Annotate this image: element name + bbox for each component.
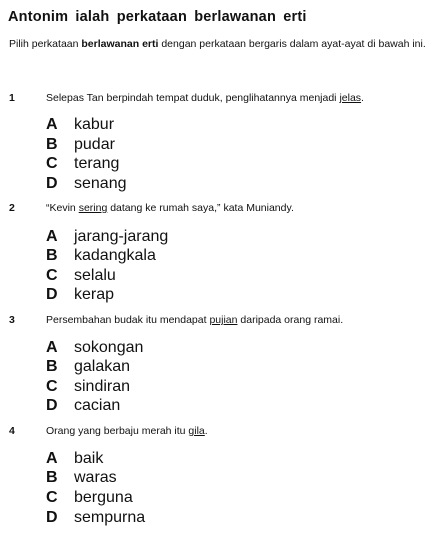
option-3c[interactable] xyxy=(0,378,437,395)
underlined-word: jelas xyxy=(339,92,362,104)
option-text: pudar xyxy=(74,136,115,153)
question-number: 2 xyxy=(9,202,15,214)
underlined-word: pujian xyxy=(209,314,238,326)
option-text: galakan xyxy=(74,358,131,375)
instruction-text: Pilih perkataan xyxy=(9,38,82,50)
option-letter: B xyxy=(46,247,58,264)
option-4d[interactable] xyxy=(0,509,437,526)
option-letter: C xyxy=(46,267,58,284)
option-3a[interactable] xyxy=(0,339,437,356)
underlined-word: gila xyxy=(188,425,205,437)
option-1d[interactable] xyxy=(0,175,437,192)
option-1b[interactable] xyxy=(0,136,437,153)
option-text: sokongan xyxy=(74,339,144,356)
option-letter: D xyxy=(46,286,58,303)
option-letter: C xyxy=(46,378,58,395)
option-1c[interactable] xyxy=(0,155,437,172)
instruction-text: dengan perkataan bergaris dalam ayat-ayat di bawah ini. xyxy=(158,38,426,50)
option-letter: C xyxy=(46,155,58,172)
option-letter: C xyxy=(46,489,58,506)
option-text: cacian xyxy=(74,397,121,414)
option-2a[interactable] xyxy=(0,228,437,245)
instructions xyxy=(9,39,429,51)
option-3d[interactable] xyxy=(0,397,437,414)
option-3b[interactable] xyxy=(0,358,437,375)
option-text: sindiran xyxy=(74,378,131,395)
question-stem: Selepas Tan berpindah tempat duduk, penglihatannya menjadi jelas. xyxy=(46,92,364,104)
question-number: 1 xyxy=(9,92,15,104)
option-text: terang xyxy=(74,155,120,172)
option-4a[interactable] xyxy=(0,450,437,467)
option-text: kerap xyxy=(74,286,115,303)
page-title: Antonim ialah perkataan berlawanan erti xyxy=(8,9,307,25)
question-stem: “Kevin sering datang ke rumah saya,” kata Muniandy. xyxy=(46,202,294,214)
option-2c[interactable] xyxy=(0,267,437,284)
option-2d[interactable] xyxy=(0,286,437,303)
option-letter: A xyxy=(46,116,58,133)
question-number: 4 xyxy=(9,425,15,437)
option-2b[interactable] xyxy=(0,247,437,264)
option-letter: A xyxy=(46,339,58,356)
option-letter: B xyxy=(46,136,58,153)
option-text: sempurna xyxy=(74,509,146,526)
option-4c[interactable] xyxy=(0,489,437,506)
option-text: senang xyxy=(74,175,127,192)
option-text: waras xyxy=(74,469,117,486)
option-text: kadangkala xyxy=(74,247,156,264)
option-letter: A xyxy=(46,228,58,245)
option-letter: D xyxy=(46,175,58,192)
option-letter: B xyxy=(46,469,58,486)
option-text: kabur xyxy=(74,116,115,133)
question-number: 3 xyxy=(9,314,15,326)
question-stem: Persembahan budak itu mendapat pujian daripada orang ramai. xyxy=(46,314,344,326)
option-text: jarang-jarang xyxy=(74,228,169,245)
option-1a[interactable] xyxy=(0,116,437,133)
option-letter: D xyxy=(46,509,58,526)
option-text: berguna xyxy=(74,489,133,506)
question-stem: Orang yang berbaju merah itu gila. xyxy=(46,425,208,437)
option-text: selalu xyxy=(74,267,116,284)
option-4b[interactable] xyxy=(0,469,437,486)
option-text: baik xyxy=(74,450,104,467)
option-letter: A xyxy=(46,450,58,467)
option-letter: D xyxy=(46,397,58,414)
underlined-word: sering xyxy=(78,202,108,214)
option-letter: B xyxy=(46,358,58,375)
instruction-emphasis: berlawanan erti xyxy=(81,38,159,50)
